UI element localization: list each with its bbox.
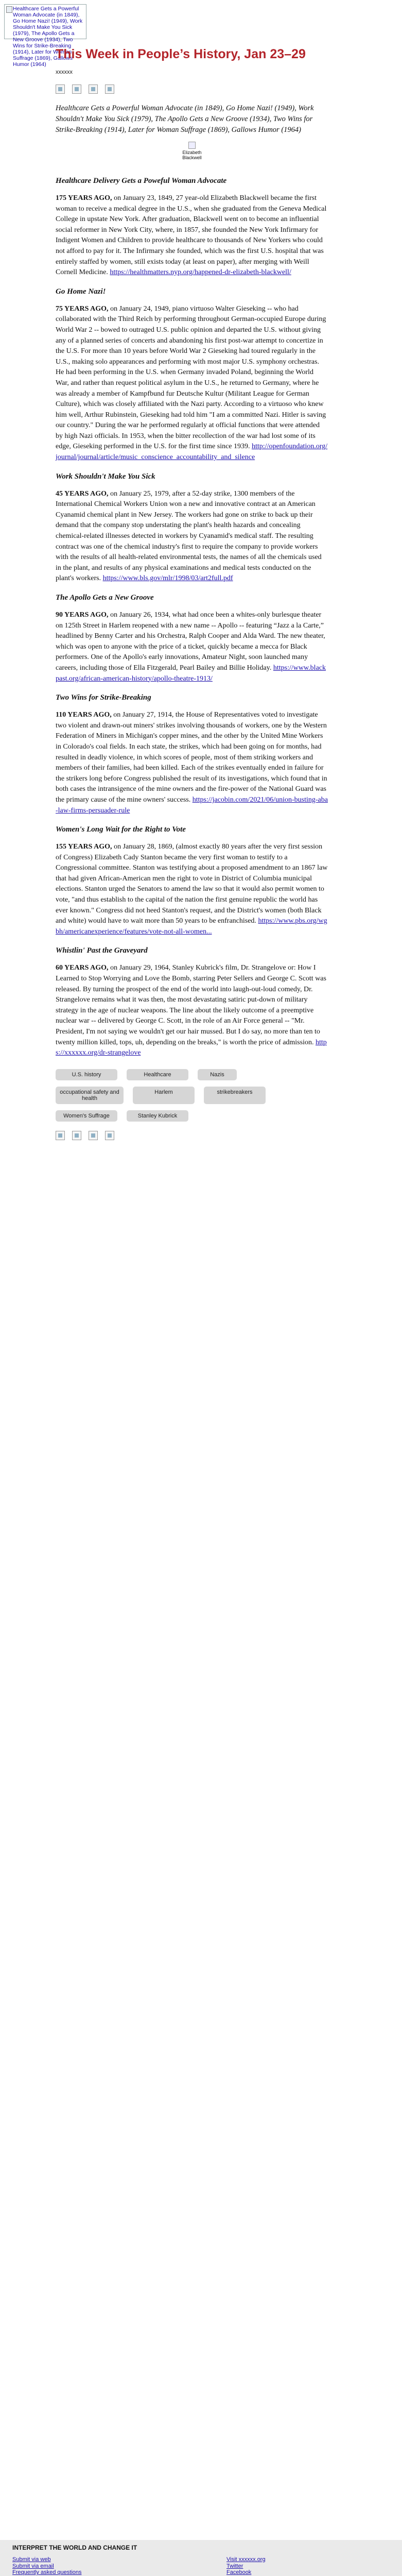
tag-occupational-safety[interactable]: occupational safety and health [56,1087,124,1104]
submit-web-link[interactable]: Submit via web [12,2556,51,2563]
story-body [56,710,328,816]
story [56,286,328,463]
image-caption: Elizabeth Blackwell [182,150,202,160]
print-icon[interactable] [105,1131,114,1140]
story-body [56,489,328,584]
tag-healthcare[interactable]: Healthcare [127,1069,188,1080]
submit-email-link[interactable]: Submit via email [12,2563,54,2569]
story [56,471,328,584]
email-icon[interactable] [89,84,98,94]
story-body [56,610,328,684]
page-title: This Week in People’s History, Jan 23–29 [56,47,306,61]
story-link[interactable]: http://openfoundation.org/journal/journal/article/music_conscience_accountability_and_silence [56,443,328,462]
footer-title: INTERPRET THE WORLD AND CHANGE IT [12,2544,137,2551]
story-link[interactable]: https://jacobin.com/2021/06/union-busting-aba-law-firms-persuader-rule [56,795,328,815]
story-text: on January 27, 1914, the House of Representatives voted to investigate two violent and drawn-out miners' strikes involving thousands of workers, one by the Western Federation of Miners in Michigan's copper mines, and the other by the United Mine Workers in Colorado's coal fields. In each state, the strikes, which had been going on for months, had resulted in deadly violence, in which scores of people, most of them striking workers and members of their families, had been killed. Each of the strikes eventually ended in failure for the strikers long before Congress published the result of its investigations, which found that in both cases the intransigence of the mine owners and the fire-power of the National Guard was the primary cause of the mine owners' success. [56,711,327,804]
tag-harlem[interactable]: Harlem [133,1087,195,1104]
story-image [180,142,204,160]
print-icon[interactable] [105,84,114,94]
story-lead: 75 YEARS AGO, [56,304,109,313]
summary: Healthcare Gets a Powerful Woman Advocate (in 1849), Go Home Nazi! (1949), Work Shouldn't Make You Sick (1979), The Apollo Gets a New Groove (1934), Two Wins for Strike-Breaking (1914), Later for Woman Suffrage (1869), Gallows Humor (1964) [56,104,314,134]
article [56,39,328,1149]
story-link[interactable]: https://www.bls.gov/mlr/1998/03/art2full.pdf [102,574,233,583]
story-title: Whistlin' Past the Graveyard [56,946,148,955]
story-title: Healthcare Delivery Gets a Poweful Woman Advocate [56,177,227,185]
story-body [56,963,328,1058]
image-icon [188,142,196,149]
facebook-icon[interactable] [56,84,65,94]
facebook-icon[interactable] [56,1131,65,1140]
story-lead: 45 YEARS AGO, [56,489,109,498]
share-bar-bottom [56,1131,328,1140]
story-link[interactable]: https://xxxxxx.org/dr-strangelove [56,1038,327,1057]
tag-list [56,1069,282,1122]
footer [0,2540,402,2576]
story-title: Women's Long Wait for the Right to Vote [56,825,186,834]
story-title: Two Wins for Strike-Breaking [56,693,151,702]
story-link[interactable]: https://healthmatters.nyp.org/happened-dr-elizabeth-blackwell/ [110,268,291,277]
share-bar [56,84,328,94]
story-body [56,193,328,278]
facebook-link[interactable]: Facebook [226,2569,252,2575]
story-body [56,304,328,463]
story-lead: 155 YEARS AGO, [56,843,112,851]
tag-strikebreakers[interactable]: strikebreakers [204,1087,266,1104]
tag-us-history[interactable]: U.S. history [56,1069,117,1080]
tag-stanley-kubrick[interactable]: Stanley Kubrick [127,1110,188,1122]
email-icon[interactable] [89,1131,98,1140]
broken-image-icon [6,6,12,13]
story-title: Go Home Nazi! [56,287,106,296]
story [56,824,328,937]
tag-womens-suffrage[interactable]: Women's Suffrage [56,1110,117,1122]
tag-nazis[interactable]: Nazis [198,1069,237,1080]
twitter-icon[interactable] [72,1131,81,1140]
story-text: on January 28, 1869, (almost exactly 80 years after the very first session of Congress) Elizabeth Cady Stanton became the very first woman to testify to a Congressional committee. Stanton was testifying about a proposed amendment to an 1867 law that had given African-American men the right to vote in District of Columbia municipal elections. Stanton urged the Senators to amend the law so that it would also permit women to vote, "and thus establish to the capital of the nation the first genuine republic the world has ever known." Congress did not heed Stanton's request, and the District's women (both Black and white) would have to wait more than 50 years to be enfranchised. [56,843,328,925]
story-link[interactable]: https://www.pbs.org/wgbh/americanexperience/features/vote-not-all-women... [56,917,327,936]
story [56,945,328,1058]
story-text: on January 24, 1949, piano virtuoso Walter Gieseking -- who had collaborated with the Third Reich by performing throughout German-occupied Europe during World War 2 -- bowed to outraged U.S. public opinion and departed the U.S. without giving any of a planned series of concerts and abandoning his first post-war attempt to concertize in the U.S. For more than 10 years before World War 2 Gieseking had toured regularly in the U.S., making solo appearances and performing with most major U.S. symphony orchestras. He had been performing in the U.S. when Germany invaded Poland, beginning the World War, and rather than request political asylum in the U.S., he returned to Germany, where he was already a member of Kampfbund fur Deutsche Kultur (Militant League for German Culture), which was closely affiliated with the Nazi party. According to a virtuoso who knew him well, Arthur Rubinstein, Gieseking had told him "I am a committed Nazi. Hitler is saving our country." During the war he performed regularly at official functions that were attended by high Nazi officials. In 1953, when the bitter recollection of the war had lost some of its edge, Gieseking performed in the U.S. for the first time since 1939. [56,304,326,451]
story-text: on January 25, 1979, after a 52-day strike, 1300 members of the International Chemical Workers Union won a new and innovative contract at an American Cyanamid chemical plant in New Jersey. The workers had gone on strike to back up their demand that the company stop understating the plant's health hazards and concealing chemical-related illnesses detected in workers by Cyanamid's medical staff. The resulting contract was one of the chemical industry's first to require the company to provide workers with the results of all health-related environmental tests, the names of all the chemicals used in the plant, and results of any physical examinations and medical tests conducted on the plant's workers. [56,489,322,583]
footer-right-links [226,2556,266,2576]
story-link[interactable]: https://www.blackpast.org/african-american-history/apollo-theatre-1913/ [56,664,326,683]
hero-image[interactable] [4,4,86,67]
twitter-link[interactable]: Twitter [226,2563,243,2569]
story-text: on January 26, 1934, what had once been a whites-only burlesque theater on 125th Street in Harlem reopened with a new name -- Apollo -- featuring “Jazz a la Carte,” headlined by Benny Carter and his Orchestra, Ralph Cooper and Alda Ward. The new theater, which was open to anyone with the price of a ticket, quickly became a mecca for Black performers. One of the Apollo's early innovations, Amateur Night, soon launched many careers, including those of Ella Fitzgerald, Pearl Bailey and Billie Holiday. [56,611,325,672]
story-body [56,842,328,937]
story-lead: 90 YEARS AGO, [56,611,109,619]
story-lead: 110 YEARS AGO, [56,711,112,719]
author: xxxxxx [56,69,73,75]
story-title: The Apollo Gets a New Groove [56,594,154,602]
story-lead: 175 YEARS AGO, [56,194,112,202]
story-title: Work Shouldn't Make You Sick [56,472,155,481]
story [56,592,328,684]
story-text: on January 29, 1964, Stanley Kubrick's film, Dr. Strangelove or: How I Learned to Stop Worrying and Love the Bomb, starring Peter Sellers and George C. Scott was released. By turning the prospect of the end of the world into laugh-out-loud comedy, Dr. Strangelove remains what it was then, the most devastating satiric put-down of military strategy in the age of nuclear weapons. The line about the likely outcome of a preemptive nuclear war -- delivered by George C. Scott, in the role of an Air Force general -- "Mr. President, I'm not saying we wouldn't get our hair mussed. But I do say, no more than ten to twenty million killed, tops, uh, depending on the breaks," is worth the price of admission. [56,964,326,1046]
footer-left-links [12,2556,82,2576]
story-lead: 60 YEARS AGO, [56,964,109,972]
story-text: on January 23, 1849, 27 year-old Elizabeth Blackwell became the first woman to receive a medical degree in the U.S., when she graduated from the Geneva Medical College in upstate New York. After graduation, Blackwell went on to become an influential social reformer in New York City, where, in 1857, she founded the New York Infirmary for Indigent Women and Children to provide healthcare to thousands of New Yorkers who could not afford to pay for it. The Infirmary she founded, which was the first U.S. hospital that was entirely staffed by women, still exists today (at least on paper), after merging with Weill Cornell Medicine. [56,194,327,277]
faq-link[interactable]: Frequently asked questions [12,2569,82,2575]
hero-image-alt: Healthcare Gets a Powerful Woman Advocate (in 1849), Go Home Nazi! (1949), Work Shouldn't Make You Sick (1979), The Apollo Gets a New Groove (1934), Two Wins for Strike-Breaking (1914), Later for Woman Suffrage (1869), Gallows Humor (1964) [13,6,83,67]
story [56,176,328,278]
twitter-icon[interactable] [72,84,81,94]
visit-site-link[interactable]: Visit xxxxxx.org [226,2556,266,2563]
story [56,692,328,816]
